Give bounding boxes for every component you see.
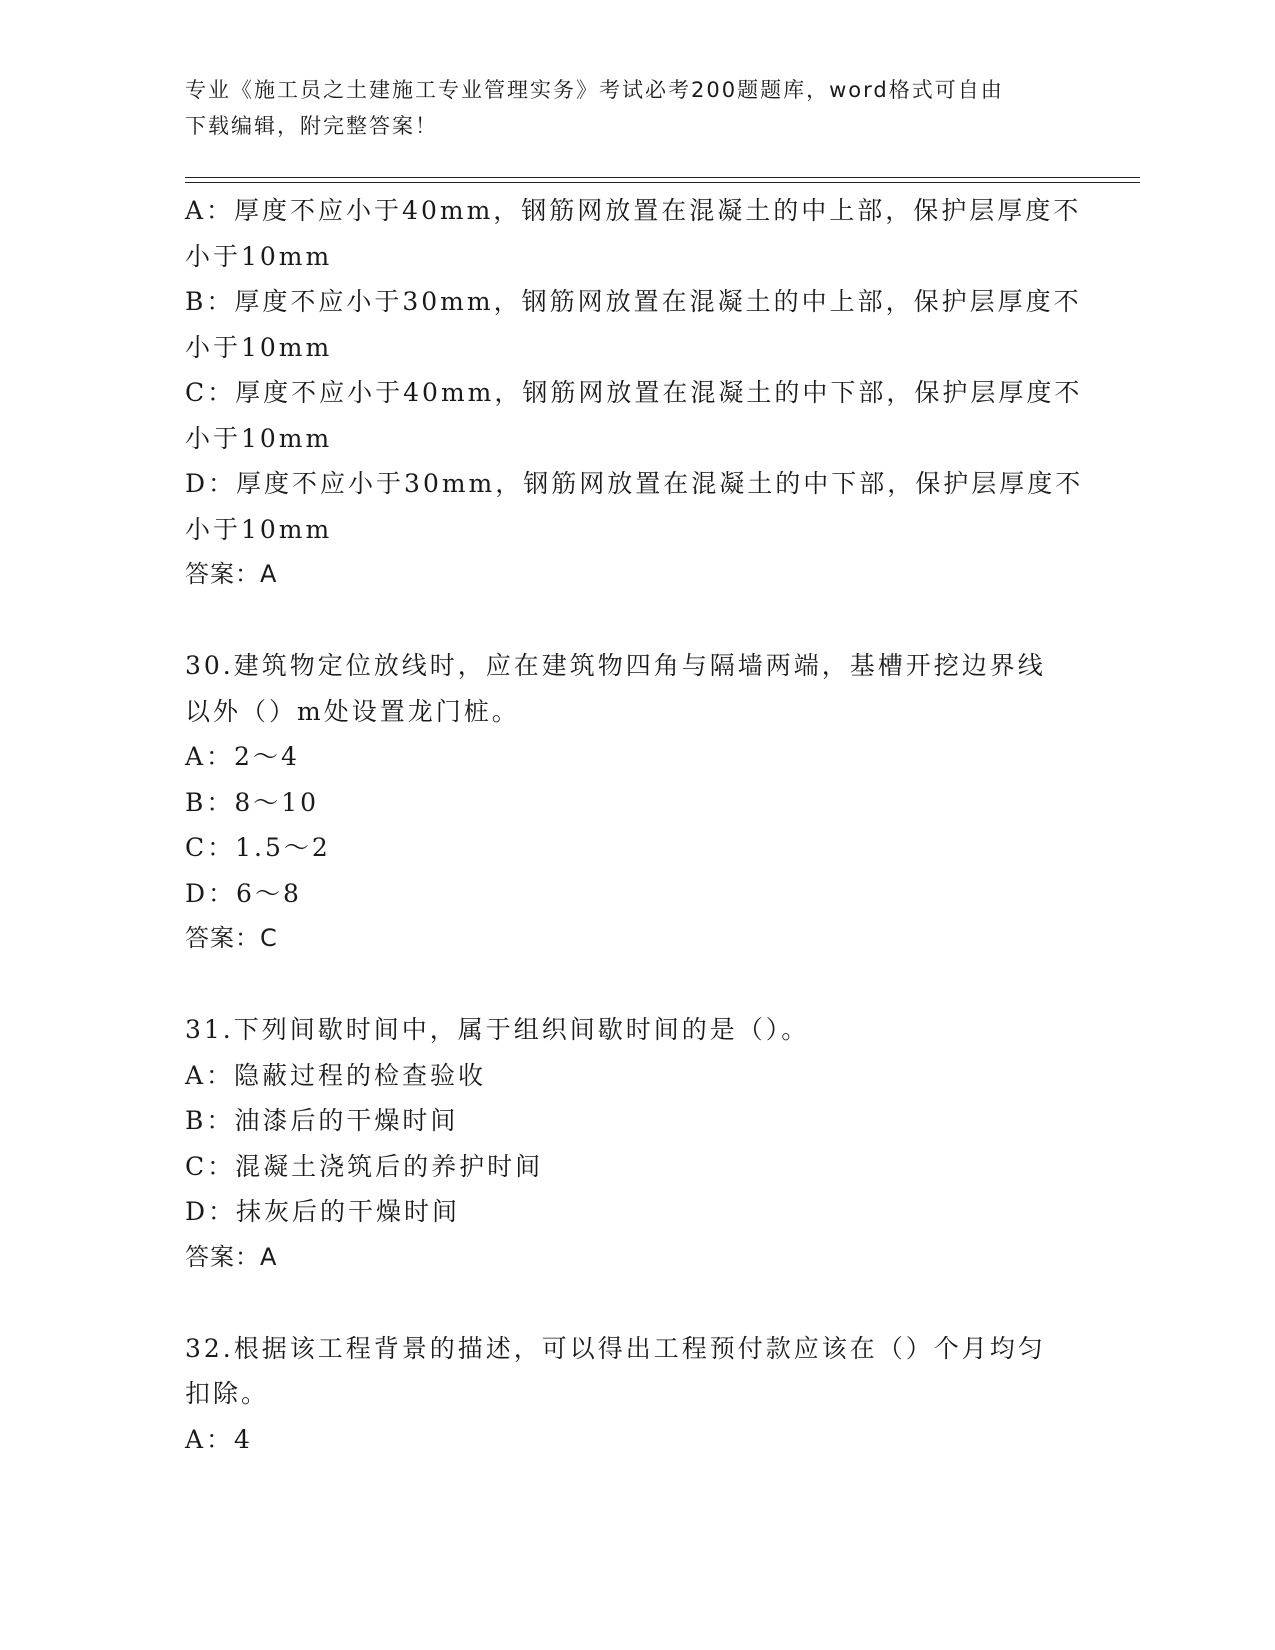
question-30-answer: 答案：C (185, 924, 278, 952)
header-divider-bottom (185, 182, 1140, 183)
question-list (185, 188, 1085, 1462)
question-31 (185, 1007, 1085, 1280)
question-29-option-a-line-1: A：厚度不应小于40mm，钢筋网放置在混凝土的中上部，保护层厚度不 (185, 196, 1082, 225)
question-29-option-b-line-2: 小于10mm (185, 332, 333, 362)
question-30-option-d: D：6～8 (185, 878, 302, 908)
question-30-stem-line-1: 30.建筑物定位放线时，应在建筑物四角与隔墙两端，基槽开挖边界线 (185, 651, 1046, 680)
question-29-option-d-line-2: 小于10mm (185, 514, 333, 544)
question-31-option-b: B：油漆后的干燥时间 (185, 1106, 459, 1135)
question-29-option-c-line-2: 小于10mm (185, 423, 333, 453)
question-30-option-c: C：1.5～2 (185, 833, 331, 862)
question-29-answer: 答案：A (185, 560, 278, 588)
question-29-options (185, 188, 1085, 598)
question-30 (185, 643, 1085, 962)
question-29-option-b-line-1: B：厚度不应小于30mm，钢筋网放置在混凝土的中上部，保护层厚度不 (185, 287, 1082, 316)
question-31-answer: 答案：A (185, 1242, 278, 1271)
spacer (185, 598, 1085, 644)
question-32 (185, 1326, 1085, 1463)
question-29-option-a-line-2: 小于10mm (185, 241, 333, 271)
header-divider-top (185, 177, 1140, 178)
question-30-stem-line-2: 以外（）m处设置龙门桩。 (185, 696, 520, 726)
question-31-option-d: D：抹灰后的干燥时间 (185, 1197, 461, 1226)
question-32-stem-line-2: 扣除。 (185, 1379, 270, 1408)
question-29-option-c-line-1: C：厚度不应小于40mm，钢筋网放置在混凝土的中下部，保护层厚度不 (185, 378, 1083, 407)
header-line-2: 下载编辑，附完整答案！ (185, 114, 438, 138)
question-30-option-b: B：8～10 (185, 787, 320, 817)
spacer (185, 1280, 1085, 1326)
spacer (185, 962, 1085, 1008)
question-31-option-a: A：隐蔽过程的检查验收 (185, 1060, 487, 1090)
question-31-option-c: C：混凝土浇筑后的养护时间 (185, 1151, 544, 1181)
question-32-option-a: A：4 (185, 1424, 253, 1454)
question-29-option-d-line-1: D：厚度不应小于30mm，钢筋网放置在混凝土的中下部，保护层厚度不 (185, 469, 1084, 498)
header-line-1: 专业《施工员之土建施工专业管理实务》考试必考200题题库，word格式可自由 (185, 78, 1004, 102)
question-31-stem: 31.下列间歇时间中，属于组织间歇时间的是（）。 (185, 1015, 810, 1044)
question-30-option-a: A：2～4 (185, 742, 300, 771)
question-32-stem-line-1: 32.根据该工程背景的描述，可以得出工程预付款应该在（）个月均匀 (185, 1333, 1046, 1363)
document-header (185, 72, 1085, 144)
